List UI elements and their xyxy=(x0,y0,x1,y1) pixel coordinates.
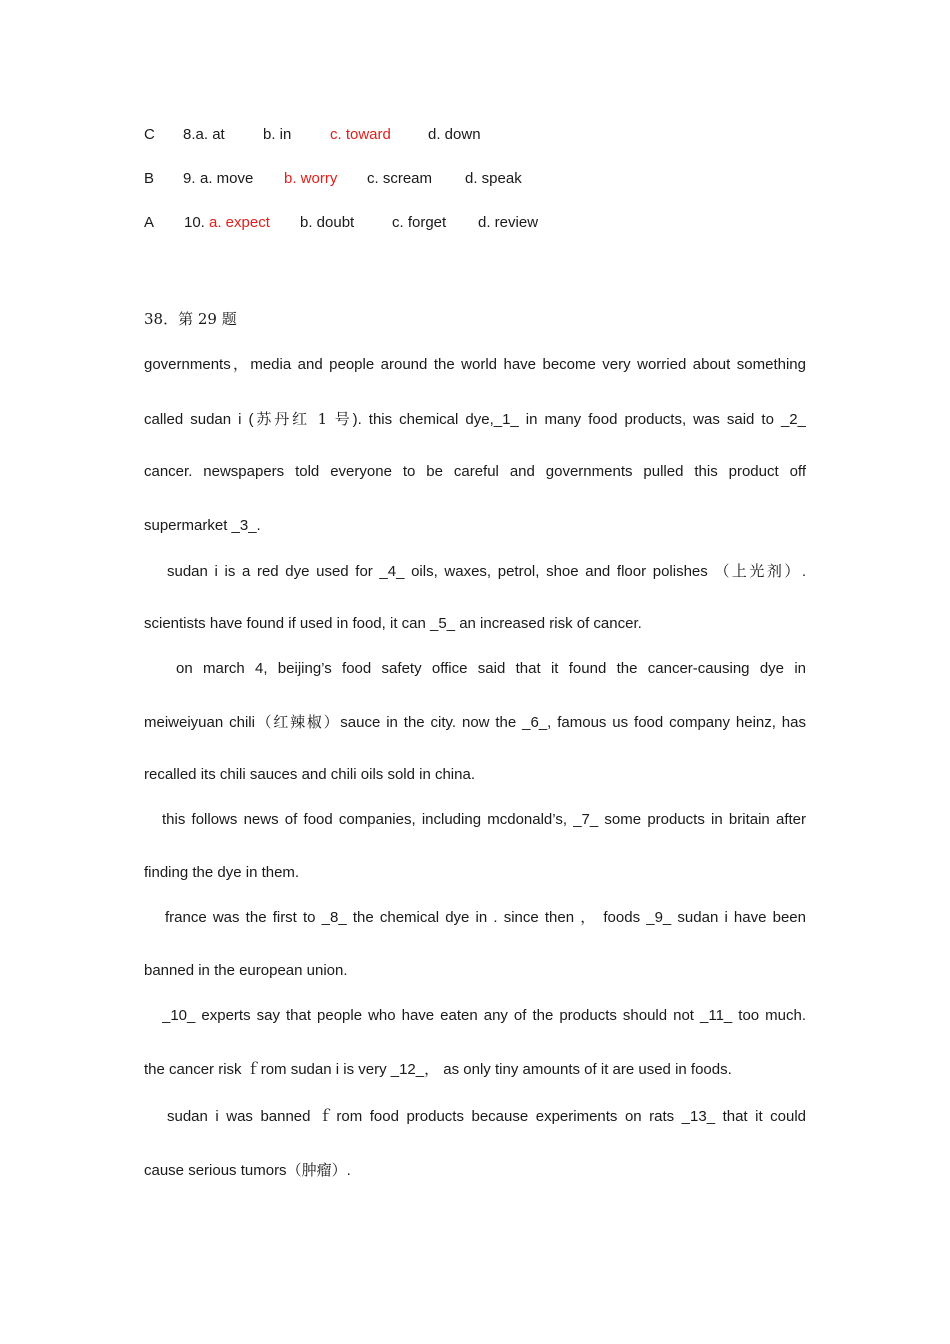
passage-text: meiweiyuan chili xyxy=(144,714,255,731)
passage-line: banned in the european union. xyxy=(144,962,348,979)
question-title xyxy=(144,308,237,330)
passage-line xyxy=(144,711,806,733)
question-title-text: 38．第 29 题 xyxy=(144,310,237,328)
passage-chinese-text: （红辣椒） xyxy=(254,713,341,731)
option-b-correct: b. worry xyxy=(284,170,338,187)
passage-text: called sudan i ( xyxy=(144,411,254,428)
passage-line: finding the dye in them. xyxy=(144,864,300,881)
option-b: b. in xyxy=(263,126,292,143)
passage-text: sauce in the city. now the _6_, famous us food company heinz, has xyxy=(340,714,806,731)
option-a: a. move xyxy=(200,170,254,187)
passage-line: scientists have found if used in food, it can _5_ an increased risk of cancer. xyxy=(144,615,642,632)
passage-line: recalled its chili sauces and chili oils sold in china. xyxy=(144,766,475,783)
option-b: b. doubt xyxy=(300,214,355,231)
option-c-correct: c. toward xyxy=(330,126,391,143)
passage-line: the cancer risk ｆrom sudan i is very _12_， as only tiny amounts of it are used in foods. xyxy=(144,1061,732,1078)
passage-text: cause serious tumors xyxy=(144,1162,287,1179)
passage-line: sudan i was banned ｆrom food products because experiments on rats _13_ that it could xyxy=(167,1108,806,1125)
answer-key: B xyxy=(144,170,155,187)
option-d: d. down xyxy=(428,126,481,143)
passage-line: _10_ experts say that people who have eaten any of the products should not _11_ too much. xyxy=(162,1007,806,1024)
passage-line: cancer. newspapers told everyone to be careful and governments pulled this product off xyxy=(144,463,806,480)
option-c: c. scream xyxy=(367,170,433,187)
passage-line: on march 4, beijing’s food safety office said that it found the cancer-causing dye in xyxy=(176,660,806,677)
answer-key: C xyxy=(144,126,155,143)
passage-line xyxy=(144,1159,806,1181)
passage-line xyxy=(144,408,806,430)
passage-chinese-text: （肿瘤） xyxy=(286,1161,347,1179)
passage-line: governments，media and people around the world have become very worried about something xyxy=(144,356,806,373)
option-d: d. review xyxy=(478,214,539,231)
passage-line: france was the first to _8_ the chemical dye in . since then ， foods _9_ sudan i have been xyxy=(165,909,806,926)
passage-text: . xyxy=(346,1162,351,1179)
passage-line: this follows news of food companies, including mcdonald’s, _7_ some products in britain after xyxy=(162,811,806,828)
passage-text: sudan i is a red dye used for _4_ oils, waxes, petrol, shoe and floor polishes xyxy=(167,563,708,580)
passage-chinese-text: 苏丹红 1 号 xyxy=(253,410,353,428)
passage-line xyxy=(167,560,806,582)
passage-text: ). this chemical dye,_1_ in many food products, was said to _2_ xyxy=(352,411,806,428)
passage-chinese-text: （上光剂） xyxy=(714,562,802,580)
passage-line: supermarket _3_. xyxy=(144,517,261,534)
passage-text: . xyxy=(801,563,806,580)
option-c: c. forget xyxy=(392,214,447,231)
option-a-correct: a. expect xyxy=(209,214,270,231)
question-number: 8.a. at xyxy=(183,126,225,143)
question-number: 10. xyxy=(184,214,205,231)
option-d: d. speak xyxy=(465,170,522,187)
answer-key: A xyxy=(144,214,155,231)
question-number: 9. xyxy=(183,170,196,187)
